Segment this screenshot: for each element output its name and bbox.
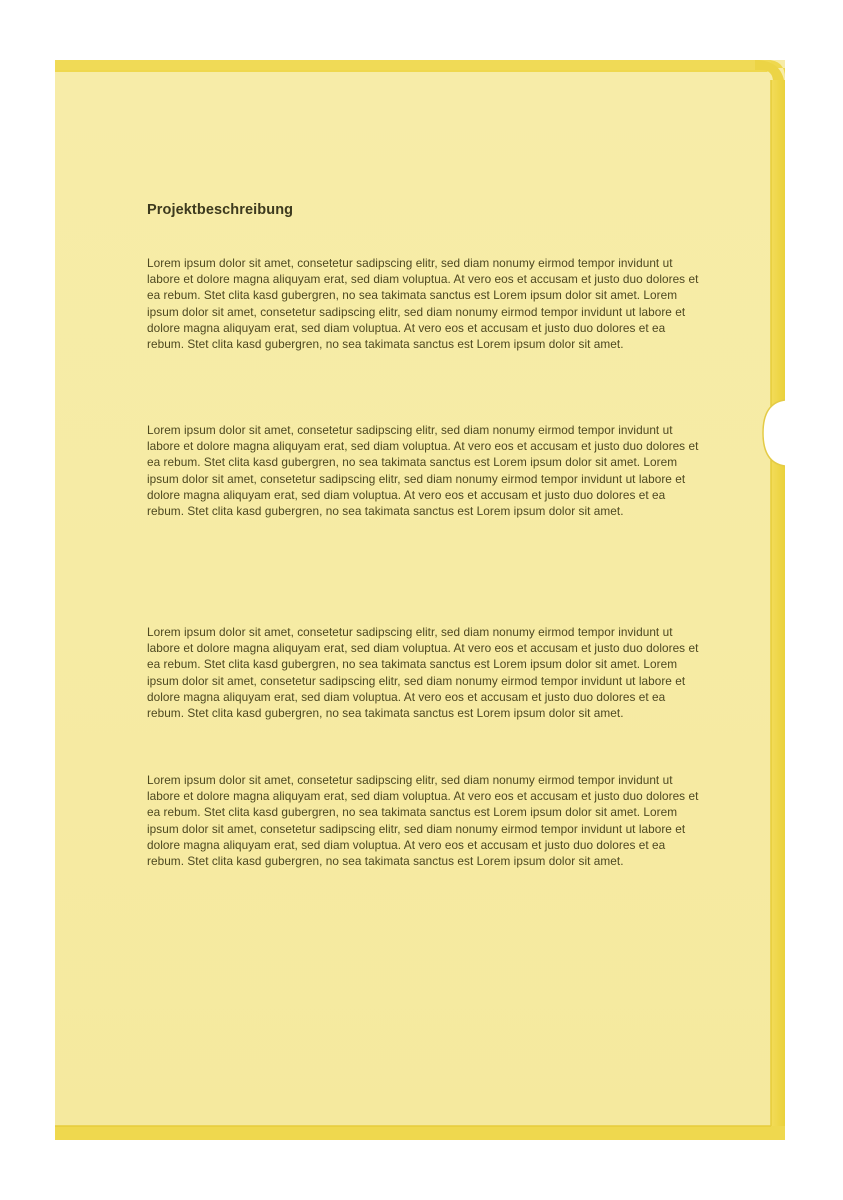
paragraph-1: Lorem ipsum dolor sit amet, consetetur sadipscing elitr, sed diam nonumy eirmod tempor invidunt ut labore et dolore magna aliquyam erat, sed diam voluptua. At vero eos et accusam et justo duo dolores et ea rebum. Stet clita kasd gubergren, no sea takimata sanctus est Lorem ipsum dolor sit amet. Lorem ipsum dolor sit amet, consetetur sadipscing elitr, sed diam nonumy eirmod tempor invidunt ut labore et dolore magna aliquyam erat, sed diam voluptua. At vero eos et accusam et justo duo dolores et ea rebum. Stet clita kasd gubergren, no sea takimata sanctus est Lorem ipsum dolor sit amet. <box>147 256 699 352</box>
inserted-document <box>55 60 785 1140</box>
paragraph-3: Lorem ipsum dolor sit amet, consetetur sadipscing elitr, sed diam nonumy eirmod tempor invidunt ut labore et dolore magna aliquyam erat, sed diam voluptua. At vero eos et accusam et justo duo dolores et ea rebum. Stet clita kasd gubergren, no sea takimata sanctus est Lorem ipsum dolor sit amet. Lorem ipsum dolor sit amet, consetetur sadipscing elitr, sed diam nonumy eirmod tempor invidunt ut labore et dolore magna aliquyam erat, sed diam voluptua. At vero eos et accusam et justo duo dolores et ea rebum. Stet clita kasd gubergren, no sea takimata sanctus est Lorem ipsum dolor sit amet. <box>147 625 699 721</box>
paragraph-4: Lorem ipsum dolor sit amet, consetetur sadipscing elitr, sed diam nonumy eirmod tempor invidunt ut labore et dolore magna aliquyam erat, sed diam voluptua. At vero eos et accusam et justo duo dolores et ea rebum. Stet clita kasd gubergren, no sea takimata sanctus est Lorem ipsum dolor sit amet. Lorem ipsum dolor sit amet, consetetur sadipscing elitr, sed diam nonumy eirmod tempor invidunt ut labore et dolore magna aliquyam erat, sed diam voluptua. At vero eos et accusam et justo duo dolores et ea rebum. Stet clita kasd gubergren, no sea takimata sanctus est Lorem ipsum dolor sit amet. <box>147 773 699 869</box>
document-folder <box>55 60 785 1140</box>
document-title: Projektbeschreibung <box>147 202 294 218</box>
paragraph-2: Lorem ipsum dolor sit amet, consetetur sadipscing elitr, sed diam nonumy eirmod tempor invidunt ut labore et dolore magna aliquyam erat, sed diam voluptua. At vero eos et accusam et justo duo dolores et ea rebum. Stet clita kasd gubergren, no sea takimata sanctus est Lorem ipsum dolor sit amet. Lorem ipsum dolor sit amet, consetetur sadipscing elitr, sed diam nonumy eirmod tempor invidunt ut labore et dolore magna aliquyam erat, sed diam voluptua. At vero eos et accusam et justo duo dolores et ea rebum. Stet clita kasd gubergren, no sea takimata sanctus est Lorem ipsum dolor sit amet. <box>147 423 699 519</box>
